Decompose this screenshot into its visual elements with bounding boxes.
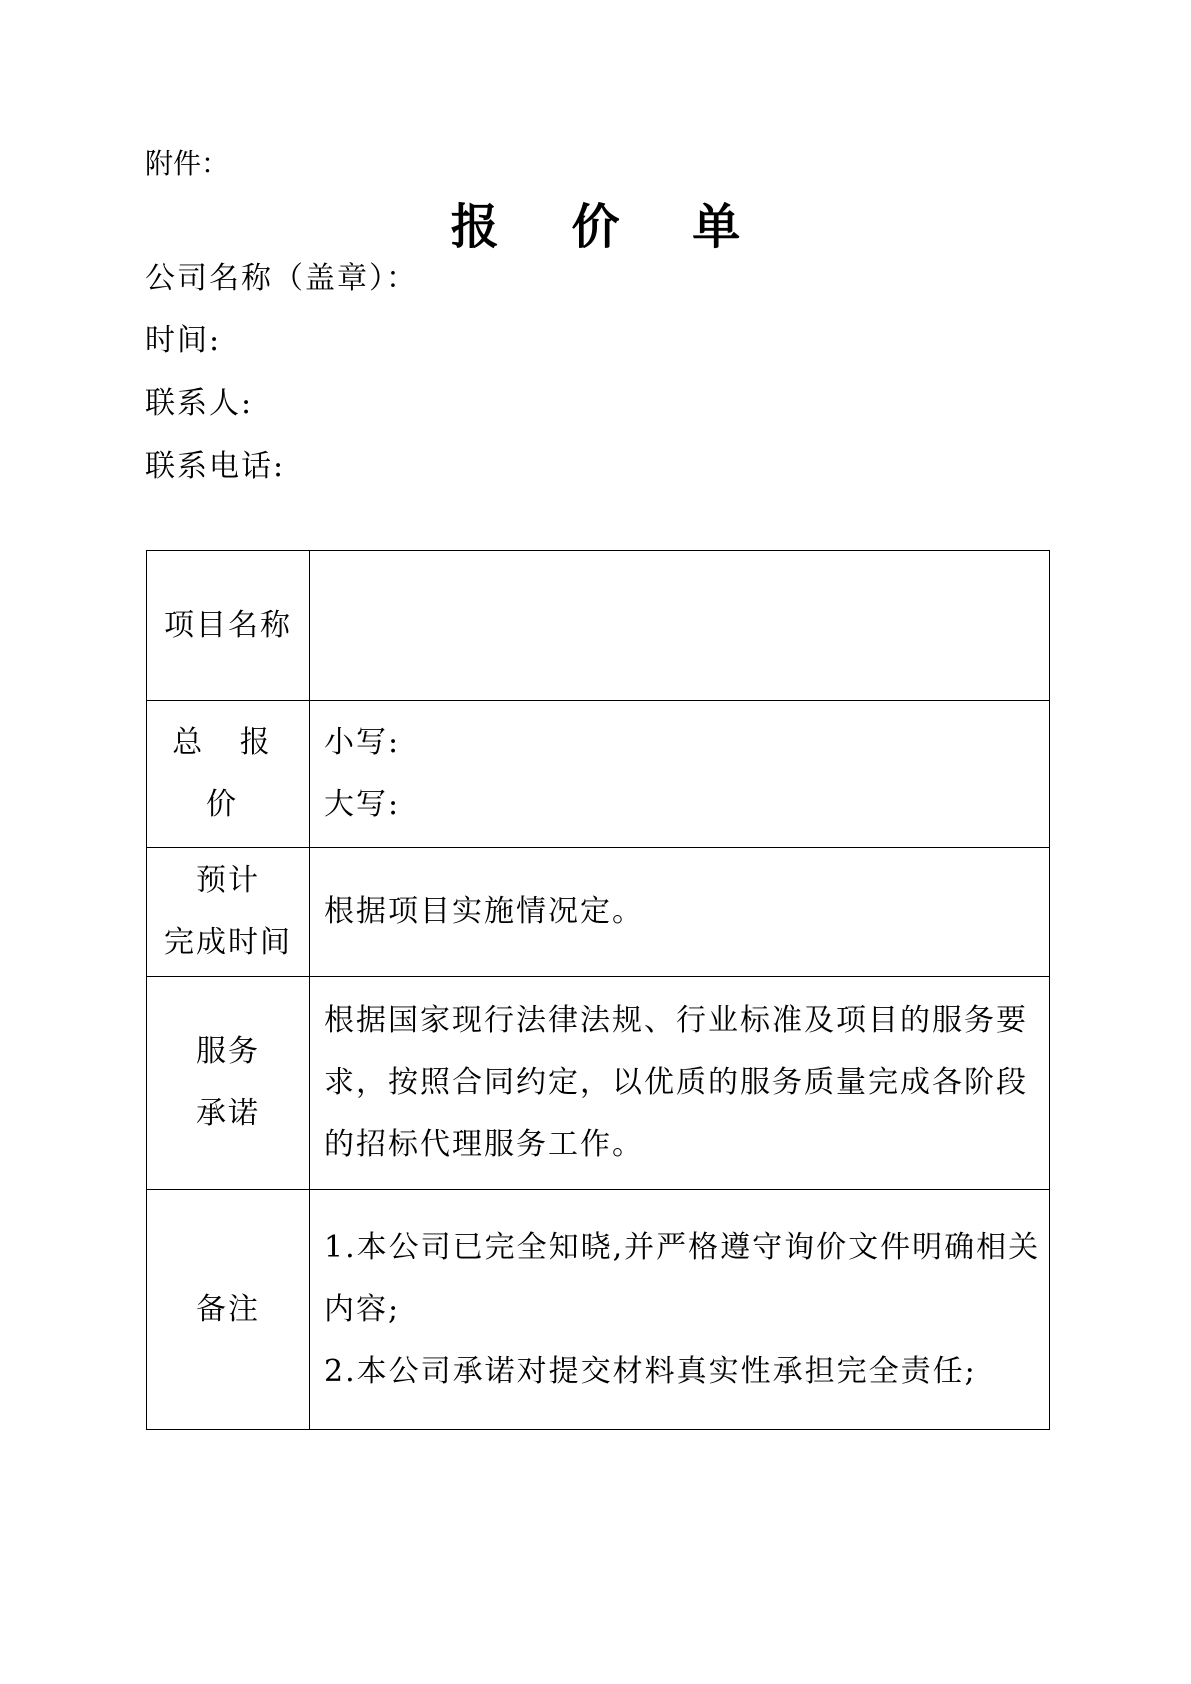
price-uppercase: 大写:	[324, 787, 401, 822]
total-price-value	[310, 701, 1050, 848]
contact-person-field: 联系人:	[145, 386, 254, 421]
contact-phone-field: 联系电话:	[145, 449, 286, 484]
annex-label: 附件：	[145, 147, 230, 180]
project-name-label: 项目名称	[147, 551, 310, 701]
completion-time-label: 预计 完成时间	[147, 848, 310, 977]
service-commitment-value: 根据国家现行法律法规、行业标准及项目的服务要 求，按照合同约定，以优质的服务质量完成各阶段 的招标代理服务工作。	[310, 977, 1050, 1190]
time-field: 时间:	[145, 323, 222, 358]
table-row-remarks	[147, 1190, 1050, 1430]
company-name-field: 公司名称（盖章）：	[145, 261, 418, 296]
remarks-label: 备注	[147, 1190, 310, 1430]
table-row-completion-time	[147, 848, 1050, 977]
quotation-table	[146, 550, 1050, 1430]
document-title: 报 价 单	[450, 199, 769, 255]
remarks-value: 1.本公司已完全知晓,并严格遵守询价文件明确相关 内容; 2.本公司承诺对提交材料真实性承担完全责任;	[310, 1190, 1050, 1430]
table-row-total-price	[147, 701, 1050, 848]
completion-time-value: 根据项目实施情况定。	[310, 848, 1050, 977]
table-row-project-name	[147, 551, 1050, 701]
table-row-service-commitment	[147, 977, 1050, 1190]
service-commitment-label: 服务 承诺	[147, 977, 310, 1190]
project-name-value	[310, 551, 1050, 701]
price-lowercase: 小写:	[324, 725, 401, 760]
total-price-label: 总 报 价	[147, 701, 310, 848]
